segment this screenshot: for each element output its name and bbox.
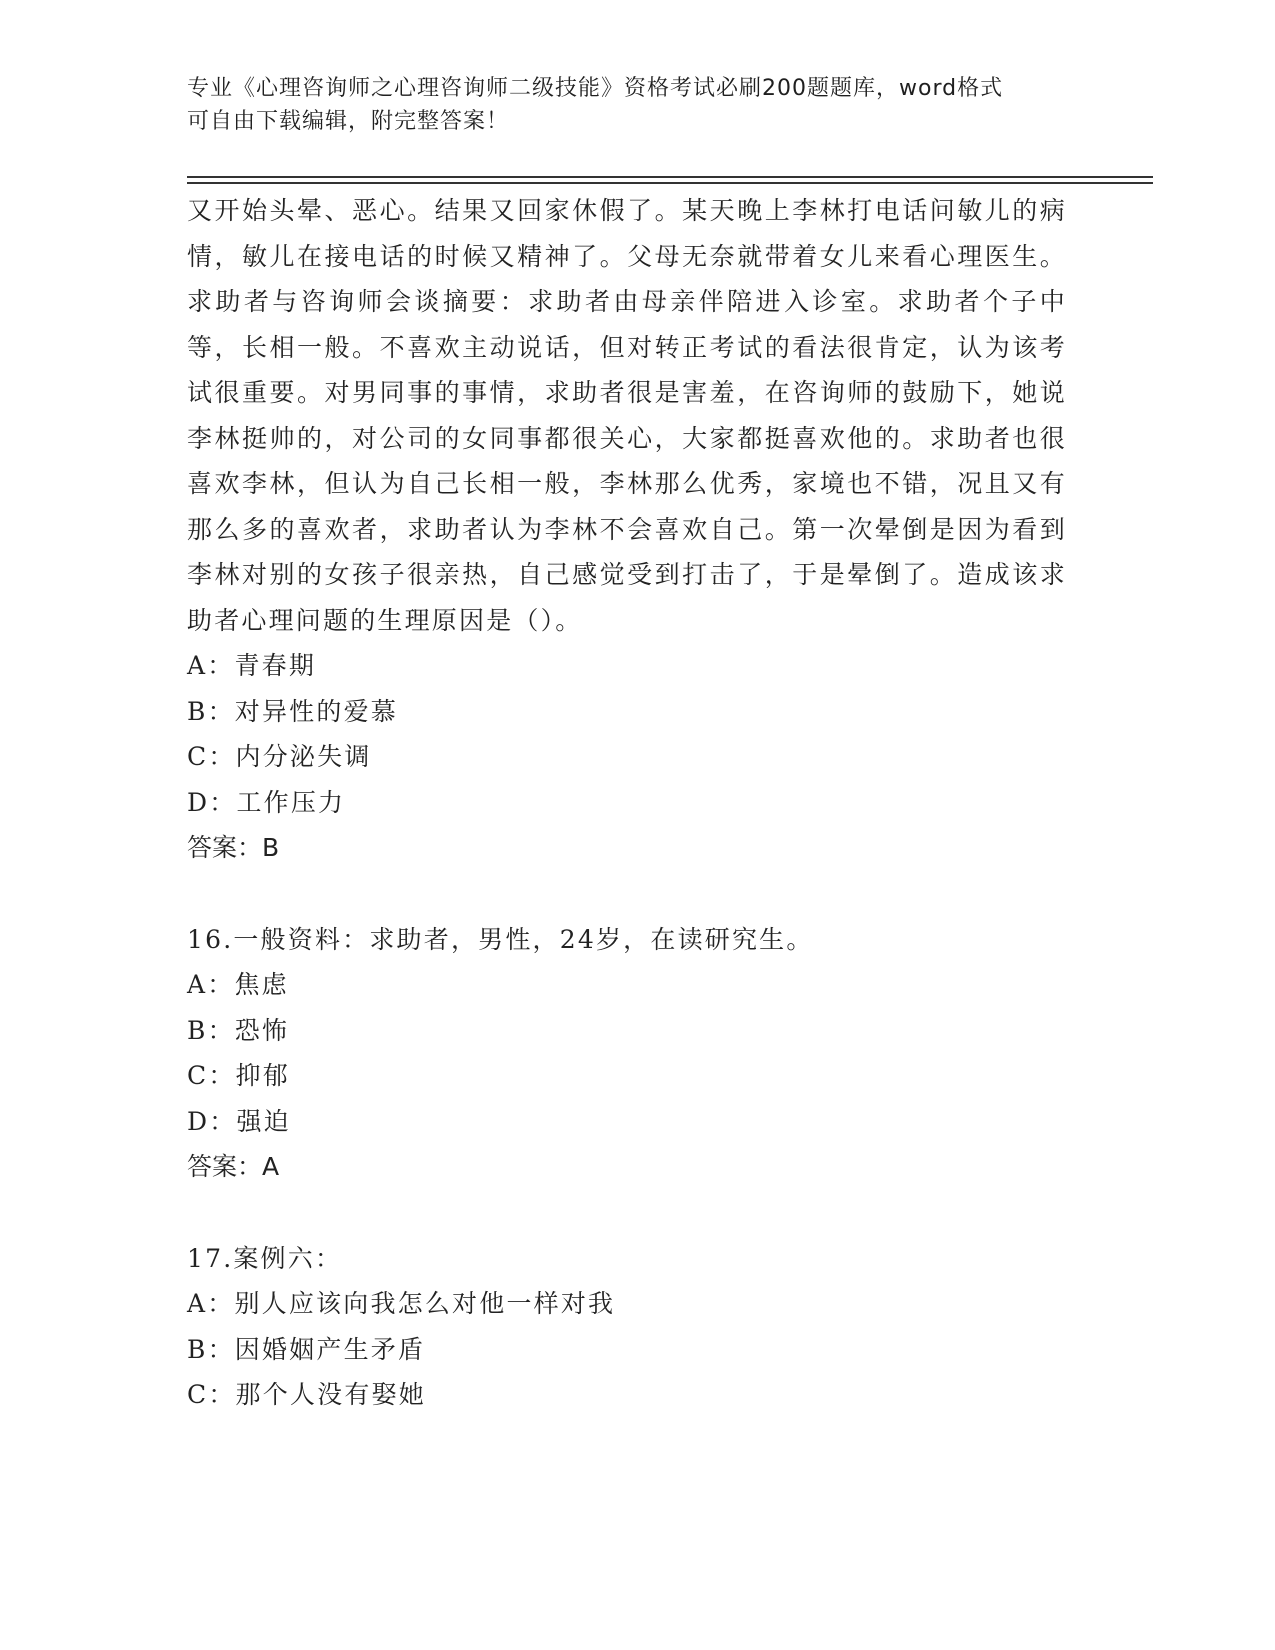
header-line-1: 专业《心理咨询师之心理咨询师二级技能》资格考试必刷200题题库，word格式 (187, 76, 1004, 101)
question-16-title: 16.一般资料：求助者，男性，24岁，在读研究生。 (187, 924, 814, 954)
question-16-option-d: D：强迫 (187, 1106, 291, 1136)
question-15-option-a: A：青春期 (187, 651, 317, 680)
document-body (187, 188, 1067, 1418)
header-divider-bottom (187, 182, 1153, 184)
document-header (187, 72, 1067, 138)
question-16-option-c: C：抑郁 (187, 1061, 290, 1090)
question-15-option-c: C：内分泌失调 (187, 742, 372, 771)
question-16-answer: 答案：A (187, 1152, 280, 1181)
question-15-option-b: B：对异性的爱慕 (187, 696, 398, 726)
question-17-option-c: C：那个人没有娶她 (187, 1380, 426, 1409)
question-15-stem: 又开始头晕、恶心。结果又回家休假了。某天晚上李林打电话问敏儿的病情，敏儿在接电话的时候又精神了。父母无奈就带着女儿来看心理医生。求助者与咨询师会谈摘要：求助者由母亲伴陪进入诊室。求助者个子中等，长相一般。不喜欢主动说话，但对转正考试的看法很肯定，认为该考试很重要。对男同事的事情，求助者很是害羞，在咨询师的鼓励下，她说李林挺帅的，对公司的女同事都很关心，大家都挺喜欢他的。求助者也很喜欢李林，但认为自己长相一般，李林那么优秀，家境也不错，况且又有那么多的喜欢者，求助者认为李林不会喜欢自己。第一次晕倒是因为看到李林对别的女孩子很亲热，自己感觉受到打击了，于是晕倒了。造成该求助者心理问题的生理原因是（）。 (187, 196, 1067, 635)
spacer (187, 871, 1067, 917)
header-divider-top (187, 176, 1153, 178)
question-17-option-b: B：因婚姻产生矛盾 (187, 1334, 426, 1364)
question-16-option-b: B：恐怖 (187, 1015, 290, 1045)
question-17-option-a: A：别人应该向我怎么对他一样对我 (187, 1289, 616, 1318)
header-line-2: 可自由下载编辑，附完整答案！ (187, 109, 510, 134)
question-17-title: 17.案例六： (187, 1243, 343, 1273)
question-16-option-a: A：焦虑 (187, 970, 289, 999)
spacer (187, 1190, 1067, 1236)
question-15-option-d: D：工作压力 (187, 787, 346, 817)
question-15-answer: 答案：B (187, 833, 280, 862)
